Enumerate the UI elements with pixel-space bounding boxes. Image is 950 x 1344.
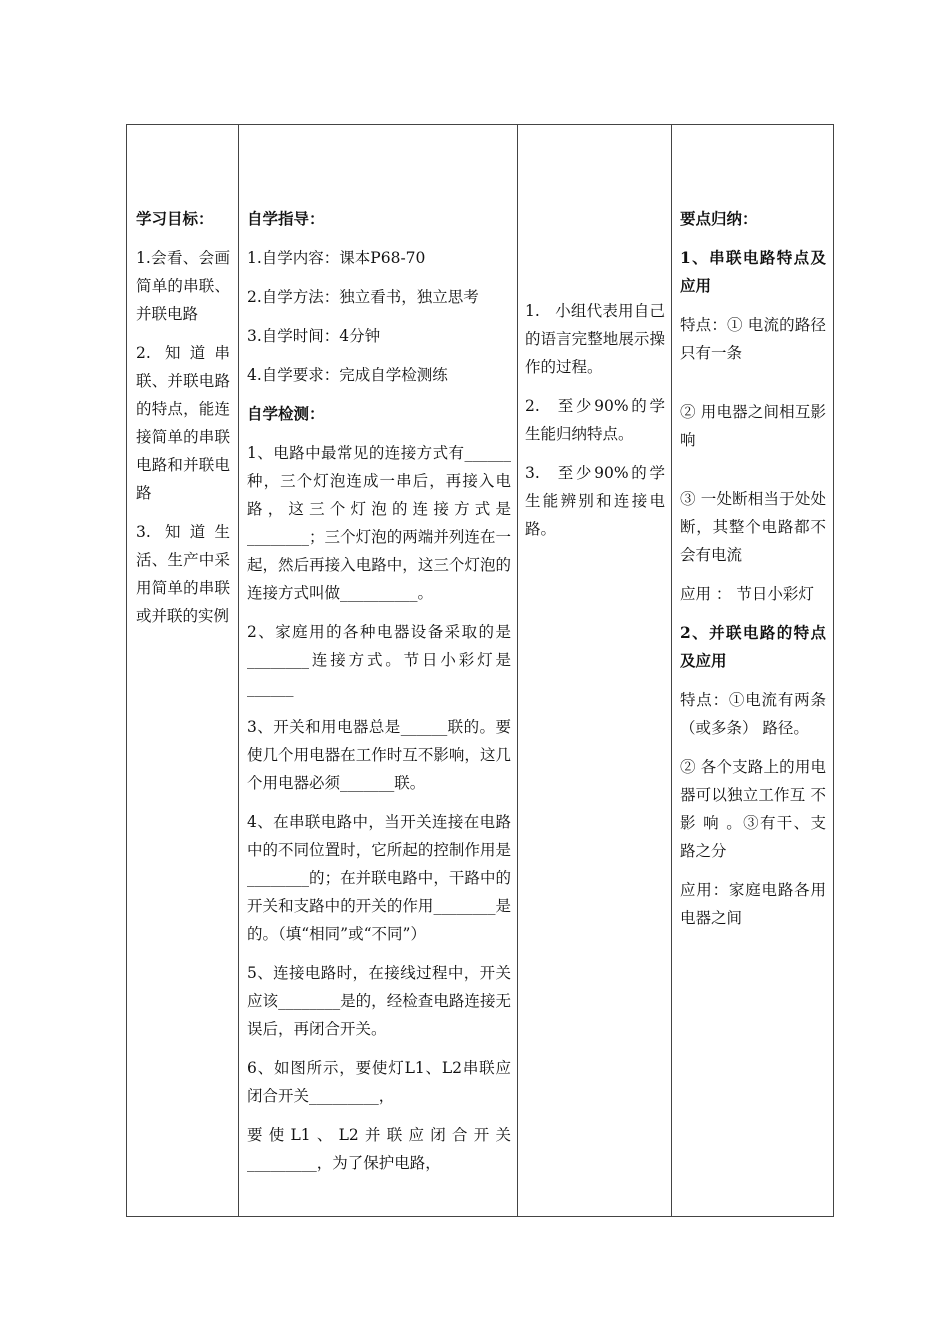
- column-divider: [238, 125, 239, 1216]
- lesson-table: [126, 124, 834, 1217]
- parallel-point: 应用：家庭电路各用电器之间: [680, 881, 826, 927]
- guide-item: 2.自学方法：独立看书，独立思考: [247, 288, 479, 306]
- column-divider: [517, 125, 518, 1216]
- check-item: 1、电路中最常见的连接方式有______种，三个灯泡连成一串后，再接入电路，这三个灯泡的连接方式是________；三个灯泡的两端并列连在一起，然后再接入电路中，这三个灯泡的连接方式叫做__________。: [247, 444, 511, 602]
- evaluation-text: 至少90%的学生能辨别和连接电路。: [525, 464, 665, 538]
- check-item: 4、在串联电路中，当开关连接在电路中的不同位置时，它所起的控制作用是________的；在并联电路中，干路中的开关和支路中的开关的作用________是的。（填“相同”或“不同”）: [247, 813, 511, 943]
- parallel-point: ② 各个支路上的用电器可以独立工作互 不 影 响 。③有干、支路之分: [680, 758, 826, 860]
- parallel-circuit-heading: 2、并联电路的特点及应用: [680, 623, 826, 670]
- check-item: 2、家庭用的各种电器设备采取的是________连接方式。节日小彩灯是______: [247, 623, 511, 697]
- guide-item: 1.自学内容：课本P68-70: [247, 249, 426, 267]
- goal-item: 2. 知道串联、并联电路的特点，能连接简单的串联电路和并联电路: [136, 344, 230, 502]
- evaluation-item: [525, 297, 665, 381]
- goal-item: 1.会看、会画简单的串联、并联电路: [136, 249, 230, 323]
- learning-goals-title: 学习目标：: [136, 209, 214, 228]
- evaluation-number: 3.: [525, 464, 540, 482]
- series-point: ② 用电器之间相互影响: [680, 403, 826, 449]
- column-divider: [671, 125, 672, 1216]
- check-item: 6、如图所示，要使灯L1、L2串联应闭合开关_________，: [247, 1059, 511, 1105]
- parallel-point: 特点：①电流有两条（或多条） 路径。: [680, 691, 826, 737]
- self-study-column: [247, 205, 511, 1188]
- check-item: 3、开关和用电器总是______联的。要使几个用电器在工作时互不影响，这几个用电器必须_______联。: [247, 718, 511, 792]
- evaluation-text: 至少90%的学生能归纳特点。: [525, 397, 665, 443]
- evaluation-number: 2.: [525, 397, 540, 415]
- series-point: ③ 一处断相当于处处断，其整个电路都不会有电流: [680, 490, 826, 564]
- series-circuit-heading: 1、串联电路特点及应用: [680, 248, 826, 295]
- self-study-guide-title: 自学指导：: [247, 209, 325, 228]
- series-point: 应用 ： 节日小彩灯: [680, 585, 814, 603]
- evaluation-column: [525, 297, 665, 554]
- guide-item: 4.自学要求：完成自学检测练: [247, 366, 448, 384]
- check-item: 要使L1、L2并联应闭合开关_________，为了保护电路，: [247, 1126, 511, 1172]
- evaluation-item: [525, 392, 665, 448]
- key-points-title: 要点归纳：: [680, 209, 758, 228]
- goal-item: 3. 知道生活、生产中采用简单的串联或并联的实例: [136, 523, 230, 625]
- evaluation-number: 1.: [525, 302, 540, 320]
- key-points-column: [680, 205, 826, 943]
- evaluation-item: [525, 459, 665, 543]
- self-check-title: 自学检测：: [247, 404, 325, 423]
- series-point: 特点：① 电流的路径只有一条: [680, 316, 826, 362]
- guide-item: 3.自学时间：4分钟: [247, 327, 381, 345]
- evaluation-text: 小组代表用自己的语言完整地展示操作的过程。: [525, 302, 665, 376]
- check-item: 5、连接电路时，在接线过程中，开关应该________是的，经检查电路连接无误后，再闭合开关。: [247, 964, 511, 1038]
- learning-goals-column: [136, 205, 230, 641]
